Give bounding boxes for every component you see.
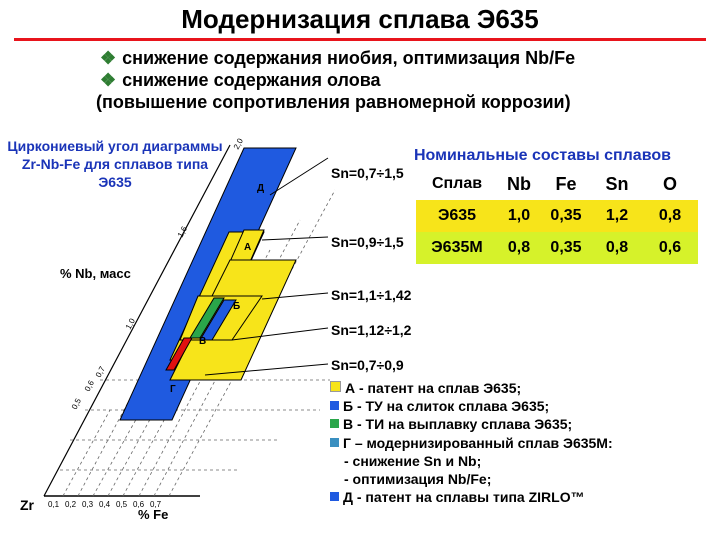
- fe-tick: 0,2: [65, 500, 77, 509]
- header-cell: Sn: [592, 168, 642, 200]
- legend-text: Д - патент на сплавы типа ZIRLO™: [343, 489, 585, 506]
- diagram-caption: Циркониевый угол диаграммы Zr-Nb-Fe для сплавов типа Э635: [7, 138, 223, 190]
- sn-label-g: Sn=0,7÷0,9: [331, 357, 404, 373]
- sn-label-b: Sn=1,1÷1,42: [331, 287, 412, 303]
- zone-label: Б: [233, 301, 241, 312]
- nb-tick: 0,7: [93, 364, 107, 379]
- table-header-row: [416, 168, 698, 200]
- diamond-bullet-icon: ❖: [100, 70, 117, 90]
- composition-table: [416, 168, 698, 264]
- table-row: [416, 232, 698, 264]
- table-cell: 0,8: [498, 232, 540, 264]
- sn-label-v: Sn=1,12÷1,2: [331, 322, 412, 338]
- fe-tick: 0,3: [82, 500, 94, 509]
- legend-subitem: - оптимизация Nb/Fe;: [344, 471, 492, 488]
- zone-label: Г: [170, 384, 176, 395]
- table-cell: Э635: [416, 200, 498, 232]
- corrosion-note: (повышение сопротивления равномерной коррозии): [96, 92, 571, 112]
- table-cell: 0,8: [642, 200, 698, 232]
- legend-text: В - ТИ на выплавку сплава Э635;: [343, 416, 573, 433]
- legend-item-v: [330, 415, 613, 433]
- legend-item-g: [330, 434, 613, 452]
- table-cell: 1,2: [592, 200, 642, 232]
- legend: [330, 379, 613, 506]
- header-cell: Сплав: [416, 168, 498, 200]
- page-title: Модернизация сплава Э635: [181, 4, 539, 34]
- nb-tick: 0,5: [69, 396, 83, 411]
- nb-tick: 1,6: [175, 224, 189, 239]
- table-cell: 1,0: [498, 200, 540, 232]
- fe-tick: 0,5: [116, 500, 128, 509]
- bullet-1-text: снижение содержания ниобия, оптимизация Nb/Fe: [122, 48, 576, 68]
- fe-tick: 0,6: [133, 500, 145, 509]
- fe-axis-label: % Fe: [138, 507, 169, 522]
- nb-axis-label: % Nb, масс: [60, 266, 131, 281]
- legend-item-b: [330, 397, 613, 415]
- table-cell: 0,35: [540, 200, 592, 232]
- zone-label: Д: [257, 183, 265, 194]
- table-cell: 0,8: [592, 232, 642, 264]
- fe-tick: 0,1: [48, 500, 60, 509]
- zone-label: В: [199, 336, 207, 347]
- yellow-square-icon: [330, 381, 341, 392]
- legend-text: Г – модернизированный сплав Э635М:: [343, 434, 613, 451]
- legend-subitem: - снижение Sn и Nb;: [344, 452, 482, 469]
- header-cell: Fe: [540, 168, 592, 200]
- sn-label-a: Sn=0,9÷1,5: [331, 234, 404, 250]
- nb-tick: 0,6: [82, 378, 96, 393]
- header-cell: O: [642, 168, 698, 200]
- teal-square-icon: [330, 438, 339, 447]
- legend-item-d: [330, 488, 613, 506]
- legend-text: А - патент на сплав Э635;: [345, 380, 522, 396]
- zone-label: А: [244, 242, 252, 253]
- table-title: Номинальные составы сплавов: [414, 147, 671, 164]
- fe-tick: 0,4: [99, 500, 111, 509]
- legend-item-a: [330, 379, 613, 397]
- sn-label-d: Sn=0,7÷1,5: [331, 165, 404, 181]
- header-cell: Nb: [498, 168, 540, 200]
- legend-text: Б - ТУ на слиток сплава Э635;: [343, 398, 550, 415]
- table-cell: 0,6: [642, 232, 698, 264]
- blue-square-icon: [330, 401, 339, 410]
- blue-square-icon: [330, 492, 339, 501]
- diamond-bullet-icon: ❖: [100, 48, 117, 68]
- green-square-icon: [330, 419, 339, 428]
- fe-tick: 0,7: [150, 500, 162, 509]
- nb-tick: 1,0: [123, 316, 137, 331]
- bullet-2-text: снижение содержания олова: [122, 70, 381, 90]
- table-cell: 0,35: [540, 232, 592, 264]
- zr-label: Zr: [20, 497, 34, 513]
- table-cell: Э635М: [416, 232, 498, 264]
- table-row: [416, 200, 698, 232]
- nb-tick: 2,0: [231, 136, 245, 151]
